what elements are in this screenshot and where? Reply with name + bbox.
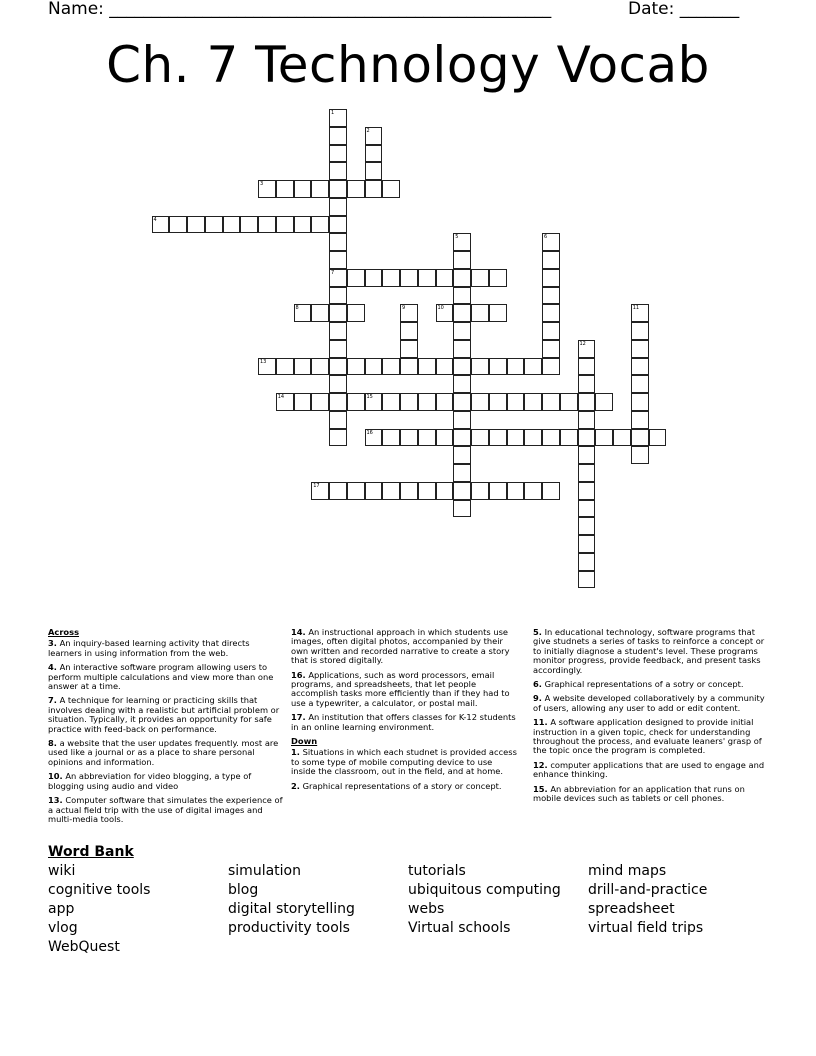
crossword-cell[interactable] [578, 517, 596, 535]
clue-number: 3 [260, 181, 264, 187]
clue-number: 4 [153, 216, 157, 223]
crossword-cell[interactable] [400, 322, 418, 340]
crossword-cell[interactable] [578, 411, 596, 429]
crossword-cell[interactable] [631, 322, 649, 340]
crossword-cell[interactable] [382, 358, 400, 376]
clue-number: 14 [277, 394, 285, 400]
clue-num: 11. [533, 717, 548, 728]
crossword-cell[interactable] [329, 127, 347, 145]
clue-body: An institution that offers classes for K-12 students in an online learning environment. [291, 712, 516, 732]
crossword-cell[interactable] [631, 358, 649, 376]
crossword-cell[interactable] [240, 216, 258, 234]
crossword-cell[interactable] [560, 393, 578, 411]
word-bank-item: app [48, 901, 75, 917]
clue-body: Applications, such as word processors, email programs, and spreadsheets, that let people accomplish tasks more efficiently than if they had to use a typewriter, a calculator, or postal mail. [291, 669, 510, 708]
crossword-cell[interactable] [205, 216, 223, 234]
word-bank-item: spreadsheet [588, 901, 675, 917]
crossword-cell[interactable] [578, 446, 596, 464]
crossword-cell[interactable] [365, 162, 383, 180]
clue-body: a website that the user updates frequently. most are used like a journal or as a place to share personal opinions and information. [48, 738, 279, 767]
clues-column-2 [291, 628, 519, 796]
crossword-cell[interactable] [329, 322, 347, 340]
crossword-cell[interactable] [329, 340, 347, 358]
crossword-cell[interactable] [436, 358, 454, 376]
crossword-cell[interactable] [329, 393, 347, 411]
crossword-cell[interactable] [578, 375, 596, 393]
crossword-cell[interactable] [453, 464, 471, 482]
crossword-cell[interactable] [347, 393, 365, 411]
crossword-cell[interactable] [294, 216, 312, 234]
clue-number: 6 [544, 234, 548, 241]
crossword-cell[interactable] [453, 500, 471, 518]
crossword-cell[interactable] [276, 358, 294, 376]
crossword-cell[interactable] [329, 145, 347, 163]
clue-num: 8. [48, 738, 57, 749]
crossword-cell[interactable] [400, 393, 418, 411]
crossword-cell[interactable] [489, 393, 507, 411]
word-bank-item: cognitive tools [48, 882, 151, 898]
crossword-cell[interactable] [631, 304, 649, 322]
crossword-cell[interactable] [400, 482, 418, 500]
crossword-cell[interactable] [631, 375, 649, 393]
crossword-cell[interactable] [365, 269, 383, 287]
clue-body: A website developed collaboratively by a community of users, allowing any user to add or edit content. [533, 693, 765, 713]
clue-number: 2 [366, 127, 370, 134]
crossword-cell[interactable] [489, 429, 507, 447]
crossword-cell[interactable] [471, 393, 489, 411]
crossword-cell[interactable] [382, 393, 400, 411]
crossword-cell[interactable] [471, 482, 489, 500]
crossword-cell[interactable] [542, 482, 560, 500]
crossword-cell[interactable] [329, 233, 347, 251]
clue-num: 12. [533, 759, 548, 770]
crossword-cell[interactable] [436, 482, 454, 500]
clue-num: 7. [48, 695, 57, 706]
clue-body: An abbreviation for video blogging, a type of blogging using audio and video [48, 771, 252, 791]
clue-body: A software application designed to provide initial instruction in a given topic, check for understanding throughout the process, and evaluate leaners' grasp of the topic once the program is completed. [533, 717, 762, 756]
clue-number: 17 [313, 482, 320, 489]
clue-num: 4. [48, 662, 57, 673]
clue-num: 1. [291, 747, 300, 758]
crossword-cell[interactable] [453, 482, 471, 500]
crossword-cell[interactable] [524, 429, 542, 447]
word-bank-item: WebQuest [48, 939, 120, 955]
crossword-cell[interactable] [471, 429, 489, 447]
clue-text [533, 694, 767, 713]
crossword-cell[interactable] [507, 393, 525, 411]
down-heading: Down [291, 736, 318, 747]
clue-text [48, 796, 284, 824]
clue-num: 10. [48, 771, 63, 782]
crossword-cell[interactable] [329, 375, 347, 393]
across-heading: Across [48, 627, 80, 637]
crossword-cell[interactable] [453, 322, 471, 340]
crossword-cell[interactable] [453, 287, 471, 305]
crossword-cell[interactable] [329, 269, 347, 287]
clue-number: 11 [632, 305, 640, 312]
crossword-cell[interactable] [436, 393, 454, 411]
word-bank-item: ubiquitous computing [408, 882, 561, 898]
crossword-cell[interactable] [418, 269, 436, 287]
clue-body: Graphical representations of a sotry or concept. [541, 679, 744, 690]
crossword-cell[interactable] [400, 340, 418, 358]
word-bank-item: mind maps [588, 863, 667, 879]
clue-num: 2. [291, 780, 300, 791]
word-bank-column-2 [228, 862, 355, 938]
crossword-cell[interactable] [524, 482, 542, 500]
clue-text [48, 772, 284, 791]
crossword-cell[interactable] [578, 429, 596, 447]
clue-body: Situations in which each studnet is provided access to some type of mobile computing device to use inside the classroom, out in the field, and at home. [291, 747, 517, 777]
clue-text [533, 628, 767, 675]
crossword-cell[interactable] [436, 304, 454, 322]
crossword-cell[interactable] [347, 358, 365, 376]
word-bank-title: Word Bank [48, 844, 134, 860]
crossword-cell[interactable] [365, 127, 383, 145]
crossword-cell[interactable] [453, 393, 471, 411]
crossword-cell[interactable] [631, 393, 649, 411]
clue-text [533, 785, 767, 804]
crossword-cell[interactable] [471, 358, 489, 376]
crossword-cell[interactable] [542, 429, 560, 447]
crossword-cell[interactable] [453, 429, 471, 447]
crossword-cell[interactable] [347, 269, 365, 287]
clue-body: An interactive software program allowing users to perform multiple calculations and view more than one answer at a time. [48, 662, 274, 692]
clue-number: 10 [437, 305, 444, 312]
crossword-cell[interactable] [329, 216, 347, 234]
crossword-cell[interactable] [542, 251, 560, 269]
clue-num: 9. [533, 693, 542, 704]
crossword-cell[interactable] [276, 180, 294, 198]
word-bank-item: blog [228, 882, 259, 898]
clues-column-1 [48, 628, 284, 829]
crossword-cell[interactable] [294, 358, 312, 376]
crossword-cell[interactable] [542, 269, 560, 287]
crossword-cell[interactable] [400, 429, 418, 447]
crossword-cell[interactable] [471, 304, 489, 322]
crossword-cell[interactable] [631, 340, 649, 358]
crossword-cell[interactable] [542, 233, 560, 251]
clue-num: 5. [533, 627, 542, 637]
word-bank-column-3 [408, 862, 561, 938]
crossword-cell[interactable] [489, 482, 507, 500]
crossword-cell[interactable] [382, 429, 400, 447]
crossword-cell[interactable] [365, 180, 383, 198]
crossword-cell[interactable] [578, 464, 596, 482]
crossword-cell[interactable] [578, 482, 596, 500]
crossword-cell[interactable] [595, 429, 613, 447]
crossword-cell[interactable] [169, 216, 187, 234]
clue-body: An abbreviation for an application that runs on mobile devices such as tablets or cell phones. [533, 783, 745, 804]
crossword-cell[interactable] [311, 482, 329, 500]
clue-num: 13. [48, 795, 63, 806]
crossword-cell[interactable] [418, 358, 436, 376]
crossword-cell[interactable] [631, 429, 649, 447]
crossword-cell[interactable] [400, 358, 418, 376]
crossword-cell[interactable] [329, 411, 347, 429]
crossword-cell[interactable] [418, 393, 436, 411]
word-bank-column-1 [48, 862, 150, 957]
crossword-cell[interactable] [258, 216, 276, 234]
crossword-cell[interactable] [560, 429, 578, 447]
crossword-cell[interactable] [631, 446, 649, 464]
crossword-cell[interactable] [453, 411, 471, 429]
crossword-cell[interactable] [453, 446, 471, 464]
crossword-cell[interactable] [329, 180, 347, 198]
crossword-cell[interactable] [578, 358, 596, 376]
crossword-cell[interactable] [524, 358, 542, 376]
crossword-cell[interactable] [453, 251, 471, 269]
crossword-cell[interactable] [418, 429, 436, 447]
crossword-cell[interactable] [347, 304, 365, 322]
crossword-cell[interactable] [258, 358, 276, 376]
clue-number: 8 [295, 305, 299, 312]
clue-num: 16. [291, 669, 306, 680]
crossword-cell[interactable] [471, 269, 489, 287]
clue-number: 7 [331, 269, 335, 276]
crossword-cell[interactable] [649, 429, 667, 447]
word-bank-item: webs [408, 901, 445, 917]
crossword-cell[interactable] [542, 340, 560, 358]
crossword-cell[interactable] [311, 216, 329, 234]
clue-num: 14. [291, 627, 306, 637]
crossword-cell[interactable] [507, 429, 525, 447]
crossword-cell[interactable] [258, 180, 276, 198]
crossword-cell[interactable] [578, 393, 596, 411]
word-bank-item: digital storytelling [228, 901, 355, 917]
crossword-cell[interactable] [276, 393, 294, 411]
word-bank-item: productivity tools [228, 920, 350, 936]
crossword-cell[interactable] [152, 216, 170, 234]
clue-text [48, 696, 284, 734]
crossword-cell[interactable] [382, 180, 400, 198]
crossword-cell[interactable] [453, 340, 471, 358]
clue-body: Graphical representations of a story or concept. [299, 780, 502, 791]
clue-text [291, 782, 519, 791]
crossword-cell[interactable] [382, 269, 400, 287]
crossword-cell[interactable] [613, 429, 631, 447]
crossword-cell[interactable] [453, 304, 471, 322]
crossword-cell[interactable] [365, 393, 383, 411]
crossword-cell[interactable] [542, 287, 560, 305]
crossword-cell[interactable] [329, 251, 347, 269]
clue-number: 13 [260, 358, 267, 365]
clue-num: 3. [48, 638, 57, 649]
crossword-cell[interactable] [329, 429, 347, 447]
clue-num: 6. [533, 679, 542, 690]
clue-num: 17. [291, 712, 306, 723]
crossword-cell[interactable] [347, 482, 365, 500]
crossword-cell[interactable] [489, 304, 507, 322]
crossword-cell[interactable] [507, 482, 525, 500]
crossword-cell[interactable] [223, 216, 241, 234]
crossword-cell[interactable] [329, 198, 347, 216]
clue-body: computer applications that are used to engage and enhance thinking. [533, 759, 765, 780]
date-label: Date: _______ [628, 0, 740, 19]
clue-text [291, 748, 519, 776]
crossword-cell[interactable] [294, 393, 312, 411]
clues-column-3 [533, 628, 767, 809]
crossword-cell[interactable] [365, 145, 383, 163]
name-label: Name: ____________________________________________________ [48, 0, 552, 19]
crossword-cell[interactable] [595, 393, 613, 411]
crossword-cell[interactable] [436, 269, 454, 287]
crossword-cell[interactable] [542, 393, 560, 411]
clue-text [533, 761, 767, 780]
word-bank-item: Virtual schools [408, 920, 511, 936]
clue-text [48, 639, 284, 658]
clue-body: An instructional approach in which students use images, often digital photos, accompanied by their own written and recorded narrative to create a story that is stored digitally. [291, 627, 510, 666]
crossword-cell[interactable] [276, 216, 294, 234]
crossword-cell[interactable] [578, 535, 596, 553]
crossword-cell[interactable] [329, 109, 347, 127]
crossword-cell[interactable] [294, 180, 312, 198]
clue-number: 15 [366, 394, 373, 400]
clue-number: 12 [579, 340, 586, 347]
crossword-cell[interactable] [578, 340, 596, 358]
clue-num: 15. [533, 783, 548, 794]
crossword-cell[interactable] [524, 393, 542, 411]
crossword-cell[interactable] [418, 482, 436, 500]
clue-text [533, 718, 767, 756]
clue-body: A technique for learning or practicing skills that involves dealing with a realistic but artificial problem or situation. Typically, it provides an opportunity for safe practice with feed-back on performance. [48, 695, 280, 734]
crossword-cell[interactable] [631, 411, 649, 429]
crossword-cell[interactable] [489, 358, 507, 376]
crossword-cell[interactable] [489, 269, 507, 287]
word-bank-item: drill-and-practice [588, 882, 708, 898]
crossword-cell[interactable] [329, 287, 347, 305]
crossword-cell[interactable] [542, 304, 560, 322]
clue-body: Computer software that simulates the experience of a actual field trip with the use of digital images and multi-media tools. [48, 795, 283, 824]
crossword-cell[interactable] [400, 269, 418, 287]
word-bank-item: tutorials [408, 863, 466, 879]
crossword-cell[interactable] [400, 304, 418, 322]
crossword-cell[interactable] [453, 375, 471, 393]
crossword-cell[interactable] [329, 482, 347, 500]
crossword-cell[interactable] [453, 269, 471, 287]
crossword-cell[interactable] [365, 429, 383, 447]
crossword-cell[interactable] [542, 358, 560, 376]
crossword-cell[interactable] [382, 482, 400, 500]
page-title: Ch. 7 Technology Vocab [106, 36, 710, 94]
clue-text [533, 680, 767, 689]
crossword-cell[interactable] [311, 180, 329, 198]
crossword-cell[interactable] [578, 500, 596, 518]
clue-body: In educational technology, software programs that give studnets a series of tasks to reinforce a concept or to initially diagnose a student's level. These programs monitor progress, provide feedback, and present tasks accordingly. [533, 627, 765, 675]
crossword-cell[interactable] [578, 571, 596, 589]
crossword-cell[interactable] [329, 304, 347, 322]
word-bank-item: vlog [48, 920, 78, 936]
clue-number: 1 [331, 110, 335, 116]
crossword-cell[interactable] [365, 358, 383, 376]
word-bank-item: virtual field trips [588, 920, 704, 936]
crossword-cell[interactable] [311, 393, 329, 411]
word-bank-item: simulation [228, 863, 301, 879]
crossword-cell[interactable] [311, 304, 329, 322]
crossword-cell[interactable] [294, 304, 312, 322]
crossword-cell[interactable] [329, 358, 347, 376]
crossword-cell[interactable] [578, 553, 596, 571]
clue-text [291, 671, 519, 709]
clue-number: 5 [455, 234, 459, 241]
clue-body: An inquiry-based learning activity that directs learners in using information from the web. [48, 638, 250, 658]
crossword-cell[interactable] [453, 233, 471, 251]
word-bank-column-4 [588, 862, 707, 938]
crossword-cell[interactable] [329, 162, 347, 180]
crossword-cell[interactable] [365, 482, 383, 500]
clue-text [291, 713, 519, 732]
crossword-cell[interactable] [311, 358, 329, 376]
crossword-cell[interactable] [453, 358, 471, 376]
clue-text [291, 628, 519, 666]
clue-text [48, 739, 284, 767]
crossword-cell[interactable] [507, 358, 525, 376]
clue-number: 16 [366, 429, 373, 436]
crossword-cell[interactable] [347, 180, 365, 198]
crossword-cell[interactable] [436, 429, 454, 447]
crossword-cell[interactable] [187, 216, 205, 234]
crossword-cell[interactable] [542, 322, 560, 340]
word-bank-item: wiki [48, 863, 76, 879]
clue-number: 9 [402, 305, 406, 312]
clue-text [48, 663, 284, 691]
